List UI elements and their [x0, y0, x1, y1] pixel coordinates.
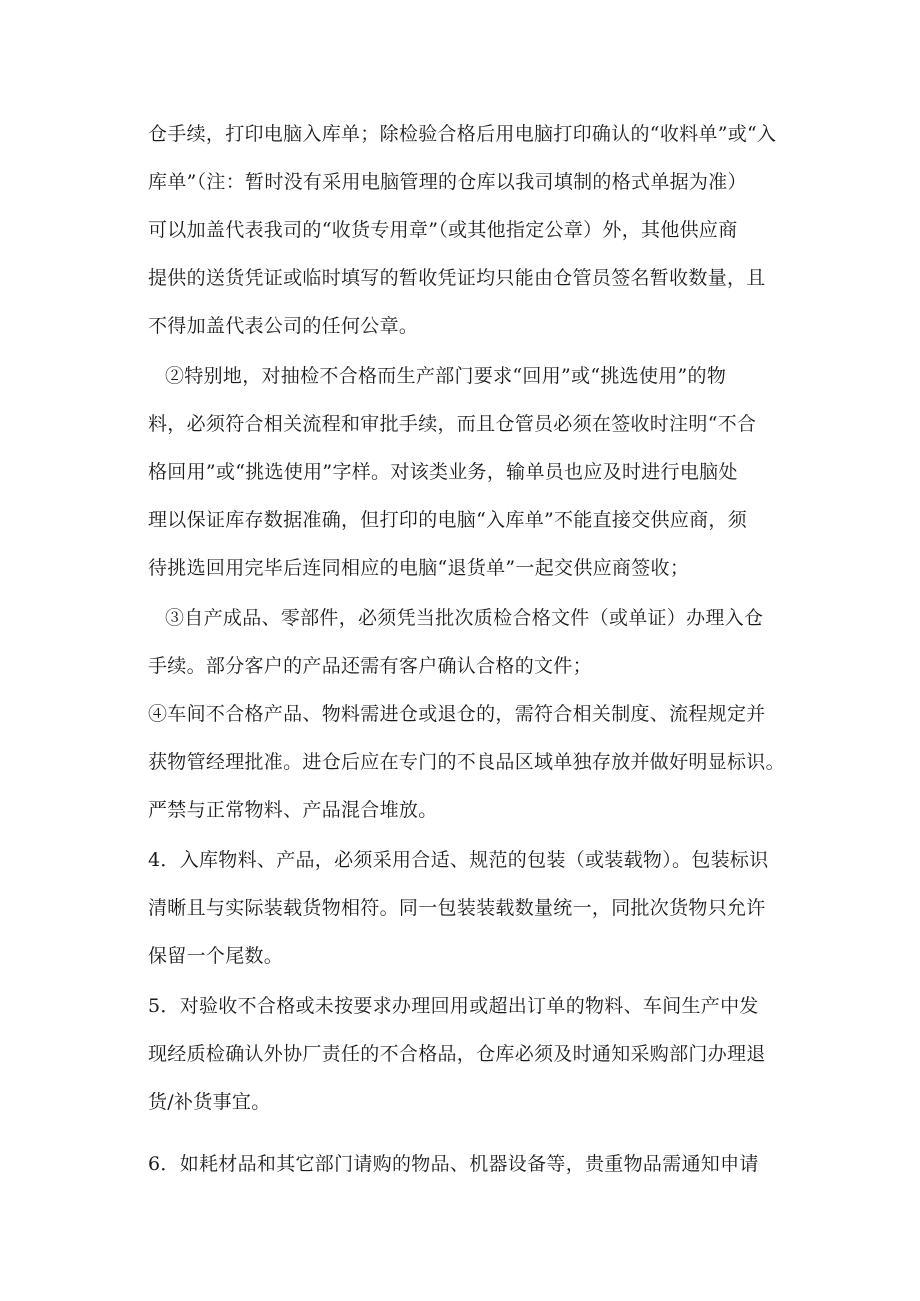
text-line-9: 理以保证库存数据准确，但打印的电脑“入库单”不能直接交供应商，须 — [148, 509, 748, 531]
text-line-14: 获物管经理批准。进仓后应在专门的不良品区域单独存放并做好明显标识。 — [148, 751, 785, 773]
text-line-13: ④车间不合格产品、物料需进仓或退仓的，需符合相关制度、流程规定并 — [148, 703, 766, 725]
text-line-5: 不得加盖代表公司的任何公章。 — [148, 315, 419, 337]
text-line-10: 待挑选回用完毕后连同相应的电脑“退货单”一起交供应商签收； — [148, 557, 690, 579]
text-line-19: 5．对验收不合格或未按要求办理回用或超出订单的物料、车间生产中发 — [148, 995, 759, 1017]
text-line-7: 料，必须符合相关流程和审批手续，而且仓管员必须在签收时注明“不合 — [148, 413, 757, 435]
text-line-15: 严禁与正常物料、产品混合堆放。 — [148, 799, 438, 821]
text-line-3: 可以加盖代表我司的“收货专用章”（或其他指定公章）外，其他供应商 — [148, 219, 738, 241]
text-line-1: 仓手续，打印电脑入库单；除检验合格后用电脑打印确认的“收料单”或“入 — [148, 123, 777, 145]
text-line-8: 格回用”或“挑选使用”字样。对该类业务，输单员也应及时进行电脑处 — [148, 461, 738, 483]
text-line-20: 现经质检确认外协厂责任的不合格品，仓库必须及时通知采购部门办理退 — [148, 1043, 766, 1065]
text-line-16: 4．入库物料、产品，必须采用合适、规范的包装（或装载物）。包装标识 — [148, 849, 769, 871]
text-line-2: 库单”（注：暂时没有采用电脑管理的仓库以我司填制的格式单据为准） — [148, 171, 747, 193]
text-line-21: 货/补货事宜。 — [148, 1091, 271, 1113]
text-line-17: 清晰且与实际装载货物相符。同一包装装载数量统一，同批次货物只允许 — [148, 897, 766, 919]
text-line-6: ②特别地，对抽检不合格而生产部门要求“回用”或“挑选使用”的物 — [165, 365, 727, 387]
text-line-18: 保留一个尾数。 — [148, 945, 284, 967]
text-line-12: 手续。部分客户的产品还需有客户确认合格的文件； — [148, 655, 592, 677]
text-line-22: 6．如耗材品和其它部门请购的物品、机器设备等，贵重物品需通知申请 — [148, 1153, 759, 1175]
text-line-4: 提供的送货凭证或临时填写的暂收凭证均只能由仓管员签名暂收数量，且 — [148, 267, 766, 289]
text-line-11: ③自产成品、零部件，必须凭当批次质检合格文件（或单证）办理入仓 — [165, 607, 764, 629]
